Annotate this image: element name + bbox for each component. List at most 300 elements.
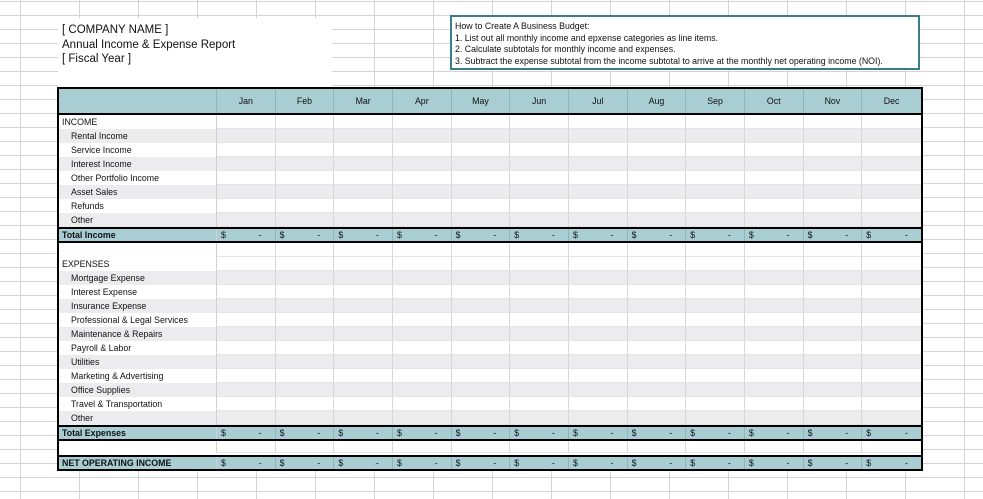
month-header-jun[interactable]: Jun [510, 89, 569, 113]
cell[interactable] [393, 171, 452, 185]
cell[interactable] [510, 185, 569, 199]
cell[interactable] [510, 213, 569, 227]
cell[interactable] [217, 327, 276, 341]
cell[interactable] [745, 383, 804, 397]
cell[interactable] [804, 369, 863, 383]
cell[interactable] [628, 369, 687, 383]
cell[interactable] [510, 397, 569, 411]
cell[interactable] [510, 143, 569, 157]
cell[interactable] [393, 213, 452, 227]
month-header-jul[interactable]: Jul [569, 89, 628, 113]
cell[interactable] [862, 115, 921, 129]
cell[interactable] [628, 257, 687, 271]
cell[interactable] [628, 327, 687, 341]
cell[interactable] [276, 299, 335, 313]
cell[interactable] [569, 313, 628, 327]
cell[interactable] [569, 185, 628, 199]
cell[interactable] [569, 257, 628, 271]
cell[interactable] [510, 441, 569, 453]
cell[interactable] [276, 383, 335, 397]
month-header-oct[interactable]: Oct [745, 89, 804, 113]
cell[interactable] [569, 157, 628, 171]
cell[interactable] [804, 213, 863, 227]
cell[interactable] [217, 115, 276, 129]
cell[interactable] [510, 229, 569, 241]
cell[interactable] [393, 143, 452, 157]
cell[interactable] [393, 299, 452, 313]
noi-label[interactable]: NET OPERATING INCOME [59, 457, 217, 469]
cell[interactable] [452, 257, 511, 271]
cell[interactable] [452, 341, 511, 355]
cell[interactable] [628, 199, 687, 213]
cell[interactable] [804, 427, 863, 439]
cell[interactable] [569, 397, 628, 411]
cell[interactable] [686, 397, 745, 411]
cell[interactable] [217, 171, 276, 185]
cell[interactable] [628, 457, 687, 469]
cell[interactable] [569, 229, 628, 241]
cell[interactable] [393, 243, 452, 257]
cell[interactable] [569, 199, 628, 213]
cell[interactable] [745, 229, 804, 241]
cell[interactable] [452, 355, 511, 369]
cell[interactable] [276, 115, 335, 129]
cell[interactable] [334, 199, 393, 213]
cell[interactable] [862, 199, 921, 213]
cell[interactable] [862, 383, 921, 397]
cell[interactable] [217, 341, 276, 355]
cell[interactable] [334, 313, 393, 327]
cell[interactable] [686, 369, 745, 383]
cell[interactable] [393, 157, 452, 171]
cell[interactable] [862, 457, 921, 469]
income-item-label[interactable]: Interest Income [59, 157, 217, 171]
cell[interactable] [745, 397, 804, 411]
cell[interactable] [334, 213, 393, 227]
cell[interactable] [862, 397, 921, 411]
cell[interactable] [276, 369, 335, 383]
cell[interactable] [393, 369, 452, 383]
cell[interactable] [862, 171, 921, 185]
cell[interactable] [217, 441, 276, 453]
cell[interactable] [804, 199, 863, 213]
cell[interactable] [452, 129, 511, 143]
month-header-aug[interactable]: Aug [628, 89, 687, 113]
cell[interactable] [276, 313, 335, 327]
cell[interactable] [862, 257, 921, 271]
cell[interactable] [686, 441, 745, 453]
cell[interactable] [862, 213, 921, 227]
income-item-label[interactable]: Other Portfolio Income [59, 171, 217, 185]
cell[interactable] [745, 199, 804, 213]
cell[interactable] [510, 341, 569, 355]
cell[interactable] [804, 383, 863, 397]
cell[interactable] [804, 441, 863, 453]
cell[interactable] [745, 143, 804, 157]
cell[interactable] [276, 185, 335, 199]
cell[interactable] [745, 171, 804, 185]
cell[interactable] [276, 199, 335, 213]
company-name[interactable]: [ COMPANY NAME ] [62, 24, 169, 36]
cell[interactable] [452, 383, 511, 397]
cell[interactable] [628, 143, 687, 157]
cell[interactable] [569, 299, 628, 313]
cell[interactable] [686, 411, 745, 425]
cell[interactable] [217, 143, 276, 157]
cell[interactable] [686, 185, 745, 199]
cell[interactable] [217, 397, 276, 411]
cell[interactable] [745, 257, 804, 271]
cell[interactable] [745, 457, 804, 469]
cell[interactable] [276, 229, 335, 241]
cell[interactable] [804, 243, 863, 257]
month-header-apr[interactable]: Apr [393, 89, 452, 113]
cell[interactable] [334, 257, 393, 271]
cell[interactable] [217, 129, 276, 143]
cell[interactable] [452, 457, 511, 469]
cell[interactable] [686, 383, 745, 397]
expense-item-label[interactable]: Utilities [59, 355, 217, 369]
cell[interactable] [804, 271, 863, 285]
cell[interactable] [628, 115, 687, 129]
cell[interactable] [334, 441, 393, 453]
cell[interactable] [804, 397, 863, 411]
cell[interactable] [804, 341, 863, 355]
cell[interactable] [276, 257, 335, 271]
cell[interactable] [510, 427, 569, 439]
cell[interactable] [686, 157, 745, 171]
cell[interactable] [334, 299, 393, 313]
expense-item-label[interactable]: Marketing & Advertising [59, 369, 217, 383]
cell[interactable] [452, 199, 511, 213]
cell[interactable] [862, 369, 921, 383]
income-item-label[interactable]: Asset Sales [59, 185, 217, 199]
cell[interactable] [628, 243, 687, 257]
cell[interactable] [569, 411, 628, 425]
cell[interactable] [217, 285, 276, 299]
cell[interactable] [745, 441, 804, 453]
cell[interactable] [569, 369, 628, 383]
cell[interactable] [745, 115, 804, 129]
expense-item-label[interactable]: Office Supplies [59, 383, 217, 397]
cell[interactable] [862, 129, 921, 143]
cell[interactable] [510, 285, 569, 299]
cell[interactable] [804, 129, 863, 143]
cell[interactable] [686, 285, 745, 299]
total-expenses-label[interactable]: Total Expenses [59, 427, 217, 439]
month-header-dec[interactable]: Dec [883, 96, 900, 106]
cell[interactable] [276, 171, 335, 185]
cell[interactable] [745, 313, 804, 327]
cell[interactable] [276, 441, 335, 453]
cell[interactable] [510, 299, 569, 313]
cell[interactable] [452, 299, 511, 313]
cell[interactable] [686, 243, 745, 257]
cell[interactable] [569, 243, 628, 257]
cell[interactable] [217, 411, 276, 425]
cell[interactable] [745, 341, 804, 355]
cell[interactable] [334, 355, 393, 369]
cell[interactable] [334, 129, 393, 143]
cell[interactable] [745, 185, 804, 199]
cell[interactable] [510, 411, 569, 425]
cell[interactable] [628, 285, 687, 299]
cell[interactable] [862, 243, 921, 257]
cell[interactable] [745, 327, 804, 341]
expense-item-label[interactable]: Interest Expense [59, 285, 217, 299]
cell[interactable] [686, 313, 745, 327]
cell[interactable] [628, 213, 687, 227]
cell[interactable] [745, 369, 804, 383]
cell[interactable] [393, 115, 452, 129]
cell[interactable] [686, 457, 745, 469]
cell[interactable] [393, 441, 452, 453]
cell[interactable] [862, 427, 921, 439]
cell[interactable] [804, 299, 863, 313]
cell[interactable] [510, 457, 569, 469]
cell[interactable] [334, 285, 393, 299]
cell[interactable] [686, 213, 745, 227]
cell[interactable] [804, 157, 863, 171]
cell[interactable] [452, 313, 511, 327]
cell[interactable] [452, 229, 511, 241]
cell[interactable] [393, 257, 452, 271]
cell[interactable] [628, 355, 687, 369]
cell[interactable] [452, 115, 511, 129]
cell[interactable] [334, 171, 393, 185]
cell[interactable] [334, 397, 393, 411]
cell[interactable] [393, 185, 452, 199]
expense-item-label[interactable]: Mortgage Expense [59, 271, 217, 285]
cell[interactable] [276, 129, 335, 143]
cell[interactable] [217, 257, 276, 271]
cell[interactable] [862, 229, 921, 241]
cell[interactable] [745, 243, 804, 257]
cell[interactable] [686, 171, 745, 185]
cell[interactable] [745, 157, 804, 171]
cell[interactable] [569, 171, 628, 185]
cell[interactable] [452, 285, 511, 299]
cell[interactable] [745, 299, 804, 313]
cell[interactable] [393, 355, 452, 369]
cell[interactable] [276, 213, 335, 227]
cell[interactable] [804, 327, 863, 341]
cell[interactable] [393, 341, 452, 355]
cell[interactable] [393, 397, 452, 411]
cell[interactable] [510, 383, 569, 397]
cell[interactable] [276, 143, 335, 157]
cell[interactable] [217, 383, 276, 397]
cell[interactable] [334, 369, 393, 383]
cell[interactable] [569, 129, 628, 143]
cell[interactable] [334, 243, 393, 257]
cell[interactable] [217, 369, 276, 383]
cell[interactable] [862, 327, 921, 341]
cell[interactable] [628, 271, 687, 285]
cell[interactable] [334, 229, 393, 241]
cell[interactable] [393, 313, 452, 327]
cell[interactable] [862, 299, 921, 313]
cell[interactable] [276, 355, 335, 369]
cell[interactable] [276, 457, 335, 469]
cell[interactable] [334, 185, 393, 199]
cell[interactable] [510, 199, 569, 213]
expense-item-label[interactable]: Maintenance & Repairs [59, 327, 217, 341]
cell[interactable] [862, 143, 921, 157]
cell[interactable] [686, 271, 745, 285]
cell[interactable] [393, 427, 452, 439]
cell[interactable] [217, 271, 276, 285]
report-title[interactable]: Annual Income & Expense Report [62, 38, 236, 51]
cell[interactable] [510, 129, 569, 143]
cell[interactable] [569, 355, 628, 369]
cell[interactable] [510, 327, 569, 341]
cell[interactable] [452, 441, 511, 453]
cell[interactable] [569, 327, 628, 341]
cell[interactable] [862, 313, 921, 327]
cell[interactable] [217, 313, 276, 327]
cell[interactable] [276, 341, 335, 355]
cell[interactable] [217, 157, 276, 171]
cell[interactable] [217, 355, 276, 369]
cell[interactable] [334, 457, 393, 469]
cell[interactable] [686, 299, 745, 313]
cell[interactable] [862, 271, 921, 285]
cell[interactable] [276, 397, 335, 411]
cell[interactable] [217, 185, 276, 199]
cell[interactable] [745, 271, 804, 285]
expense-item-label[interactable]: Other [59, 411, 217, 425]
cell[interactable] [628, 299, 687, 313]
cell[interactable] [452, 243, 511, 257]
cell[interactable] [628, 427, 687, 439]
cell[interactable] [452, 369, 511, 383]
row-label[interactable] [59, 441, 217, 453]
cell[interactable] [393, 271, 452, 285]
cell[interactable] [334, 115, 393, 129]
cell[interactable] [862, 157, 921, 171]
cell[interactable] [628, 397, 687, 411]
cell[interactable] [862, 441, 921, 453]
cell[interactable] [804, 411, 863, 425]
cell[interactable] [452, 213, 511, 227]
cell[interactable] [628, 157, 687, 171]
cell[interactable] [217, 243, 276, 257]
expense-item-label[interactable]: Insurance Expense [59, 299, 217, 313]
cell[interactable] [334, 411, 393, 425]
cell[interactable] [452, 327, 511, 341]
cell[interactable] [686, 143, 745, 157]
cell[interactable] [217, 213, 276, 227]
cell[interactable] [862, 185, 921, 199]
cell[interactable] [393, 383, 452, 397]
cell[interactable] [804, 115, 863, 129]
cell[interactable] [804, 457, 863, 469]
cell[interactable] [452, 185, 511, 199]
cell[interactable] [393, 229, 452, 241]
cell[interactable] [745, 129, 804, 143]
month-header-may[interactable]: May [452, 89, 511, 113]
cell[interactable] [217, 229, 276, 241]
month-header-mar[interactable]: Mar [334, 89, 393, 113]
cell[interactable] [510, 271, 569, 285]
cell[interactable] [628, 129, 687, 143]
cell[interactable] [334, 271, 393, 285]
cell[interactable] [804, 185, 863, 199]
cell[interactable] [217, 199, 276, 213]
cell[interactable] [393, 457, 452, 469]
month-header-nov[interactable]: Nov [804, 89, 863, 113]
cell[interactable] [276, 411, 335, 425]
cell[interactable] [628, 313, 687, 327]
income-item-label[interactable]: Rental Income [59, 129, 217, 143]
cell[interactable] [569, 115, 628, 129]
cell[interactable] [628, 341, 687, 355]
cell[interactable] [686, 327, 745, 341]
cell[interactable] [628, 383, 687, 397]
cell[interactable] [217, 457, 276, 469]
cell[interactable] [569, 457, 628, 469]
cell[interactable] [452, 143, 511, 157]
cell[interactable] [628, 229, 687, 241]
cell[interactable] [569, 285, 628, 299]
cell[interactable] [686, 199, 745, 213]
cell[interactable] [393, 199, 452, 213]
income-item-label[interactable]: Refunds [59, 199, 217, 213]
cell[interactable] [862, 285, 921, 299]
cell[interactable] [334, 427, 393, 439]
cell[interactable] [510, 157, 569, 171]
cell[interactable] [628, 441, 687, 453]
cell[interactable] [510, 243, 569, 257]
expense-item-label[interactable]: Travel & Transportation [59, 397, 217, 411]
cell[interactable] [510, 369, 569, 383]
cell[interactable] [686, 341, 745, 355]
cell[interactable] [334, 327, 393, 341]
cell[interactable] [452, 171, 511, 185]
cell[interactable] [569, 271, 628, 285]
cell[interactable] [745, 285, 804, 299]
cell[interactable] [745, 411, 804, 425]
cell[interactable] [628, 171, 687, 185]
cell[interactable] [217, 299, 276, 313]
cell[interactable] [686, 115, 745, 129]
cell[interactable] [804, 313, 863, 327]
cell[interactable] [334, 341, 393, 355]
cell[interactable] [628, 185, 687, 199]
cell[interactable] [510, 171, 569, 185]
cell[interactable] [276, 327, 335, 341]
expense-item-label[interactable]: Professional & Legal Services [59, 313, 217, 327]
cell[interactable] [804, 355, 863, 369]
income-item-label[interactable]: Service Income [59, 143, 217, 157]
cell[interactable] [569, 441, 628, 453]
cell[interactable] [452, 411, 511, 425]
total-income-label[interactable]: Total Income [59, 229, 217, 241]
cell[interactable] [569, 143, 628, 157]
cell[interactable] [686, 257, 745, 271]
cell[interactable] [452, 397, 511, 411]
cell[interactable] [569, 427, 628, 439]
cell[interactable] [510, 257, 569, 271]
expenses-heading[interactable]: EXPENSES [59, 257, 217, 271]
cell[interactable] [628, 411, 687, 425]
fiscal-year[interactable]: [ Fiscal Year ] [62, 53, 132, 65]
cell[interactable] [862, 411, 921, 425]
income-item-label[interactable]: Other [59, 213, 217, 227]
cell[interactable] [804, 229, 863, 241]
cell[interactable] [745, 355, 804, 369]
